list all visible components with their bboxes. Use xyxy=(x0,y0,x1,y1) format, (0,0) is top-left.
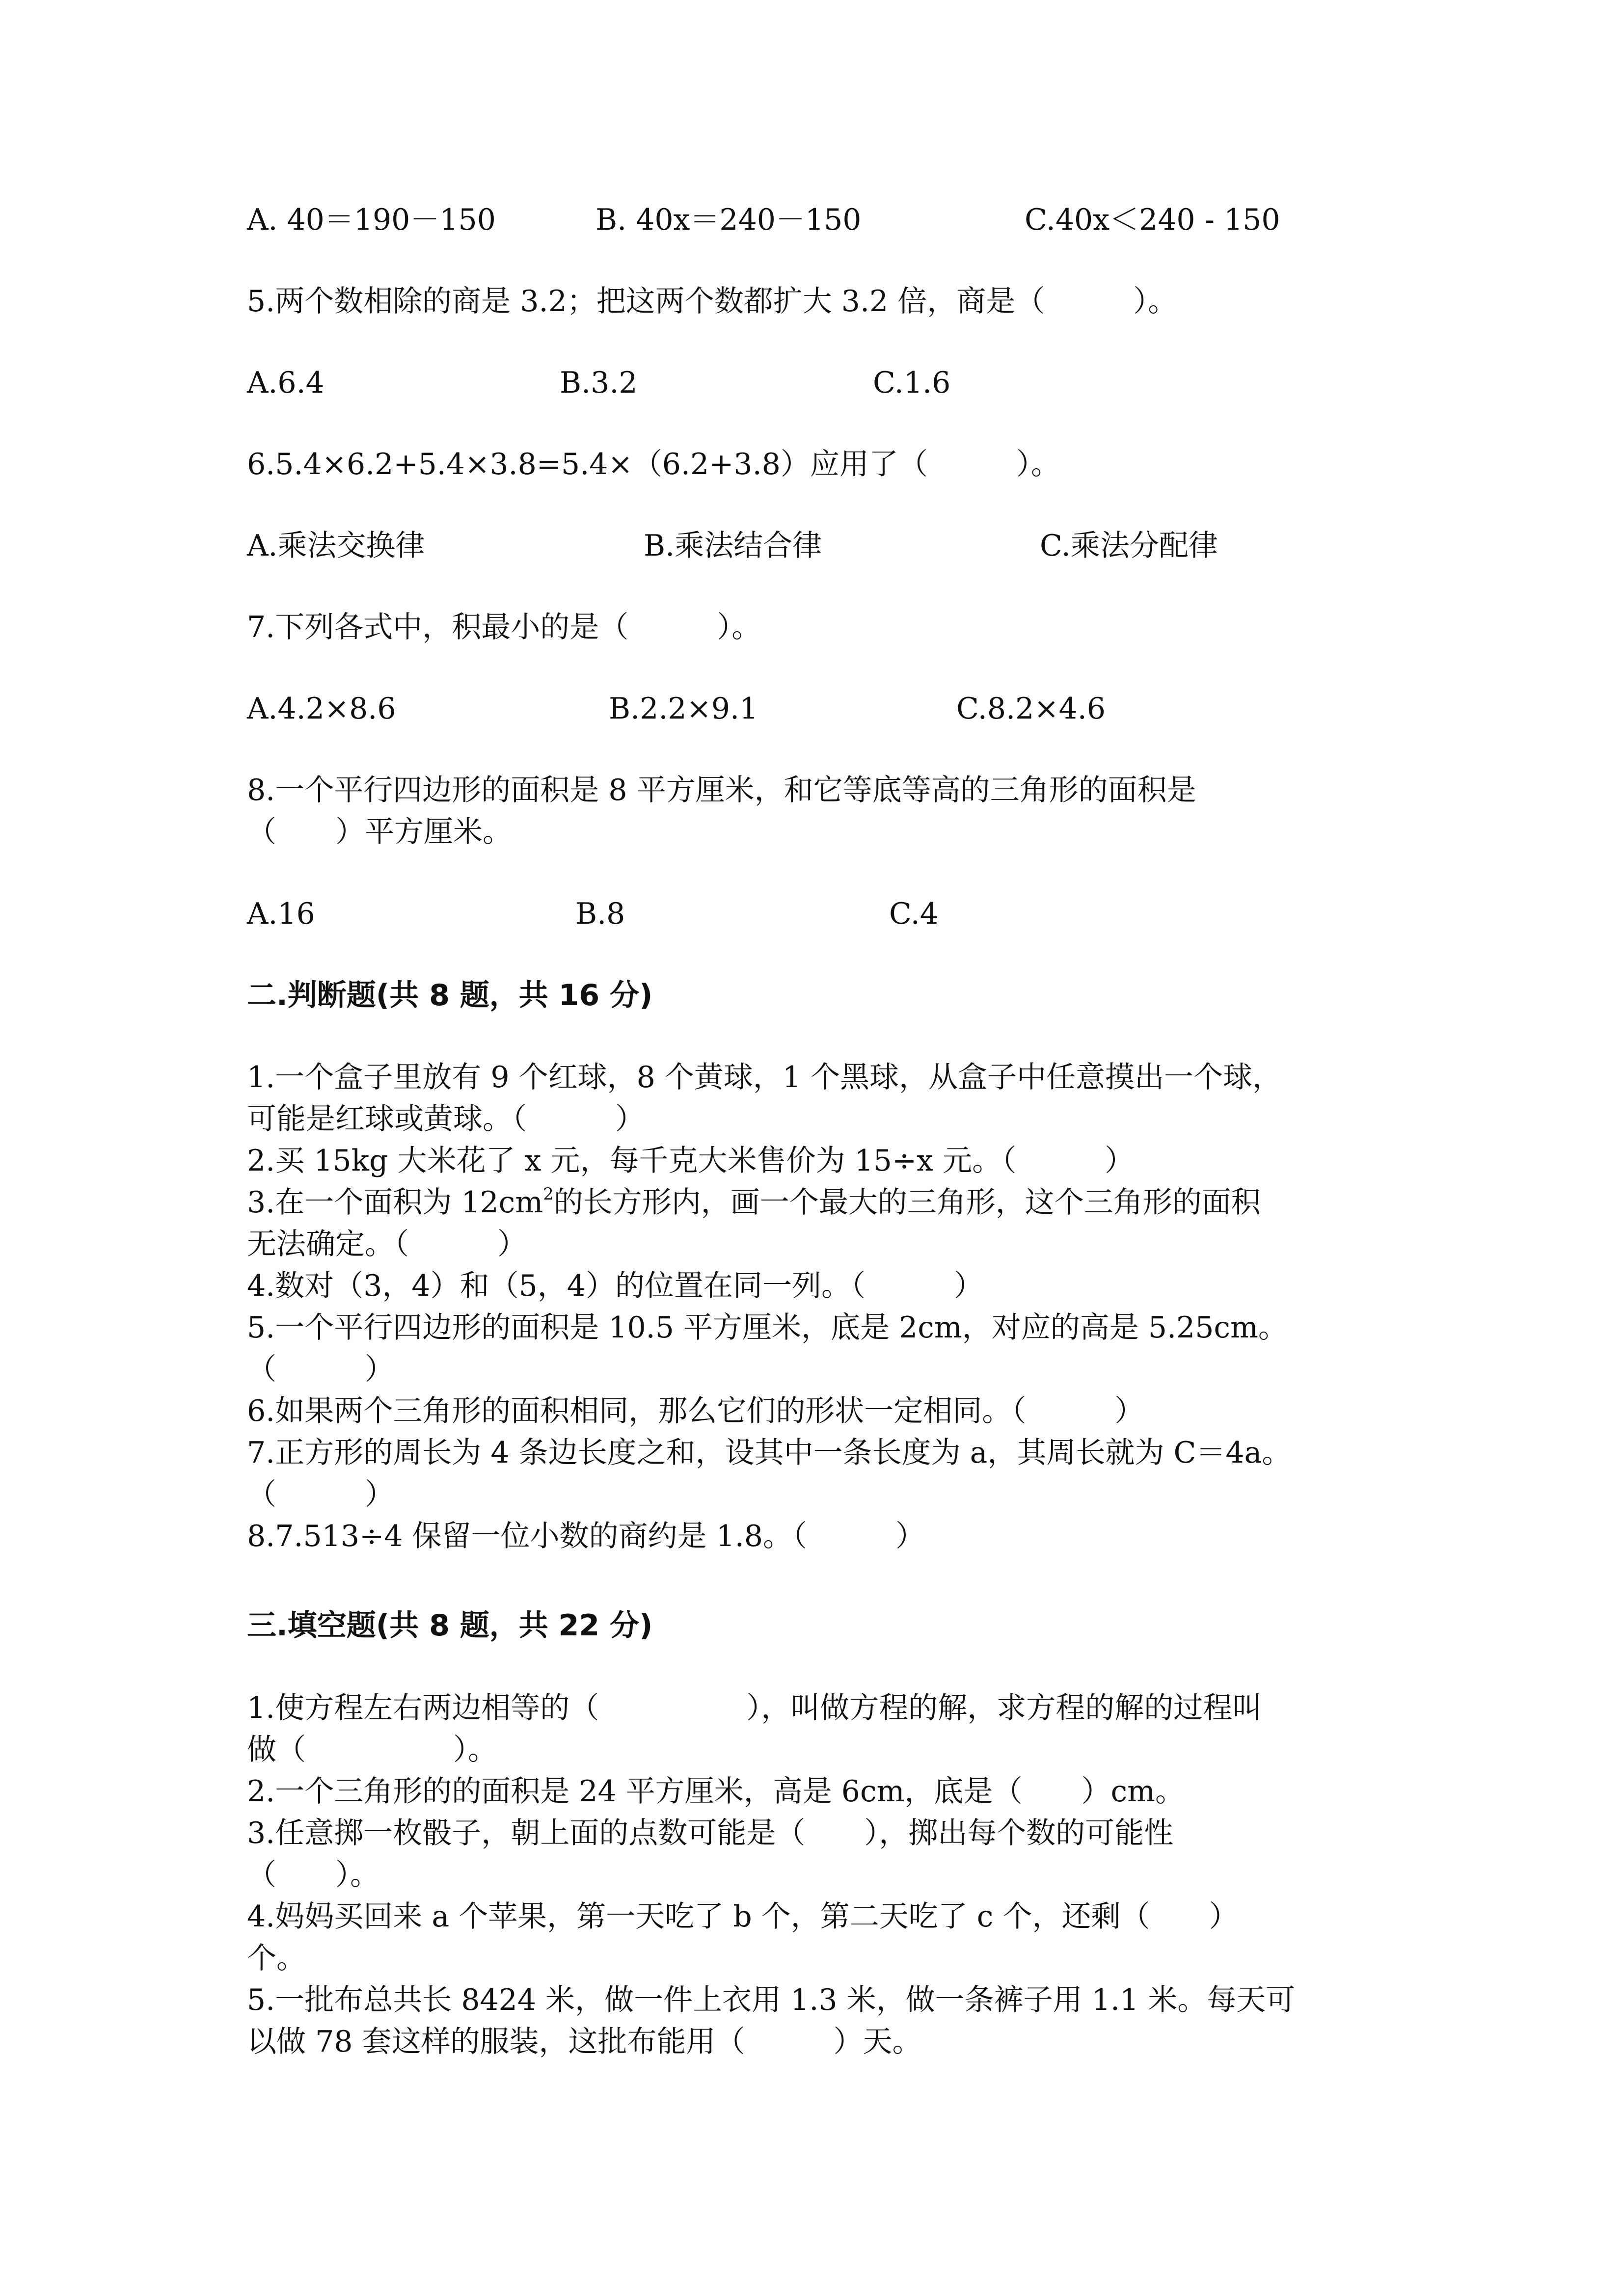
q6-option-a: A.乘法交换律 xyxy=(247,529,425,563)
q8-text-line2: （ ）平方厘米。 xyxy=(247,815,512,849)
q7-option-b: B.2.2×9.1 xyxy=(609,692,758,726)
fill-blank-line: 做（ ）。 xyxy=(247,1733,497,1767)
q5-option-b: B.3.2 xyxy=(560,366,638,400)
q5-option-a: A.6.4 xyxy=(247,366,325,400)
fill-blank-line: 4.妈妈买回来 a 个苹果，第一天吃了 b 个，第二天吃了 c 个，还剩（ ） xyxy=(247,1899,1239,1934)
judgement-q3-rest: 的长方形内，画一个最大的三角形，这个三角形的面积 xyxy=(553,1185,1261,1220)
judgement-line: 5.一个平行四边形的面积是 10.5 平方厘米，底是 2cm，对应的高是 5.25cm。 xyxy=(247,1310,1288,1345)
fill-blank-line: 以做 78 套这样的服装，这批布能用（ ）天。 xyxy=(247,2025,922,2059)
fill-blank-line: 2.一个三角形的的面积是 24 平方厘米，高是 6cm，底是（ ）cm。 xyxy=(247,1774,1185,1809)
q5-text: 5.两个数相除的商是 3.2；把这两个数都扩大 3.2 倍，商是（ ）。 xyxy=(247,284,1178,319)
q6-option-b: B.乘法结合律 xyxy=(644,529,822,563)
q8-option-c: C.4 xyxy=(889,897,939,931)
fill-blank-line: 个。 xyxy=(247,1941,306,1976)
judgement-line xyxy=(247,1183,1261,1222)
q6-text: 6.5.4×6.2+5.4×3.8=5.4×（6.2+3.8）应用了（ ）。 xyxy=(247,447,1060,481)
judgement-line: 6.如果两个三角形的面积相同，那么它们的形状一定相同。（ ） xyxy=(247,1394,1144,1428)
fill-blank-line: 1.使方程左右两边相等的（ ），叫做方程的解，求方程的解的过程叫 xyxy=(247,1691,1262,1725)
q7-text: 7.下列各式中，积最小的是（ ）。 xyxy=(247,610,761,644)
q4-option-b: B. 40x＝240－150 xyxy=(595,203,862,237)
judgement-q3-start: 3.在一个面积为 12cm xyxy=(247,1185,543,1220)
section-heading-fill-blank: 三.填空题(共 8 题，共 22 分) xyxy=(247,1608,653,1643)
q4-option-a: A. 40＝190－150 xyxy=(247,203,496,237)
judgement-line: 无法确定。（ ） xyxy=(247,1227,527,1261)
judgement-line: 8.7.513÷4 保留一位小数的商约是 1.8。（ ） xyxy=(247,1519,925,1553)
judgement-line: （ ） xyxy=(247,1352,394,1387)
fill-blank-line: 5.一批布总共长 8424 米，做一件上衣用 1.3 米，做一条裤子用 1.1 米。每天可 xyxy=(247,1983,1296,2017)
judgement-line: 1.一个盒子里放有 9 个红球，8 个黄球，1 个黑球，从盒子中任意摸出一个球， xyxy=(247,1060,1282,1095)
q5-option-c: C.1.6 xyxy=(873,366,951,400)
q8-option-a: A.16 xyxy=(247,897,315,931)
fill-blank-line: 3.任意掷一枚骰子，朝上面的点数可能是（ ），掷出每个数的可能性 xyxy=(247,1816,1174,1850)
judgement-line: 可能是红球或黄球。（ ） xyxy=(247,1102,645,1136)
q8-option-b: B.8 xyxy=(575,897,625,931)
judgement-line: 7.正方形的周长为 4 条边长度之和，设其中一条长度为 a，其周长就为 C＝4a。 xyxy=(247,1436,1292,1470)
fill-blank-line: （ ）。 xyxy=(247,1858,379,1892)
section-heading-judgement: 二.判断题(共 8 题，共 16 分) xyxy=(247,978,653,1013)
judgement-line: 4.数对（3，4）和（5，4）的位置在同一列。（ ） xyxy=(247,1269,983,1303)
judgement-line: 2.买 15kg 大米花了 x 元，每千克大米售价为 15÷x 元。（ ） xyxy=(247,1144,1135,1178)
q8-text-line1: 8.一个平行四边形的面积是 8 平方厘米，和它等底等高的三角形的面积是 xyxy=(247,773,1196,807)
q4-option-c: C.40x＜240 - 150 xyxy=(1025,203,1280,237)
q6-option-c: C.乘法分配律 xyxy=(1040,529,1218,563)
superscript-2: 2 xyxy=(543,1184,554,1204)
q7-option-c: C.8.2×4.6 xyxy=(956,692,1106,726)
q7-option-a: A.4.2×8.6 xyxy=(247,692,396,726)
judgement-line: （ ） xyxy=(247,1477,394,1512)
